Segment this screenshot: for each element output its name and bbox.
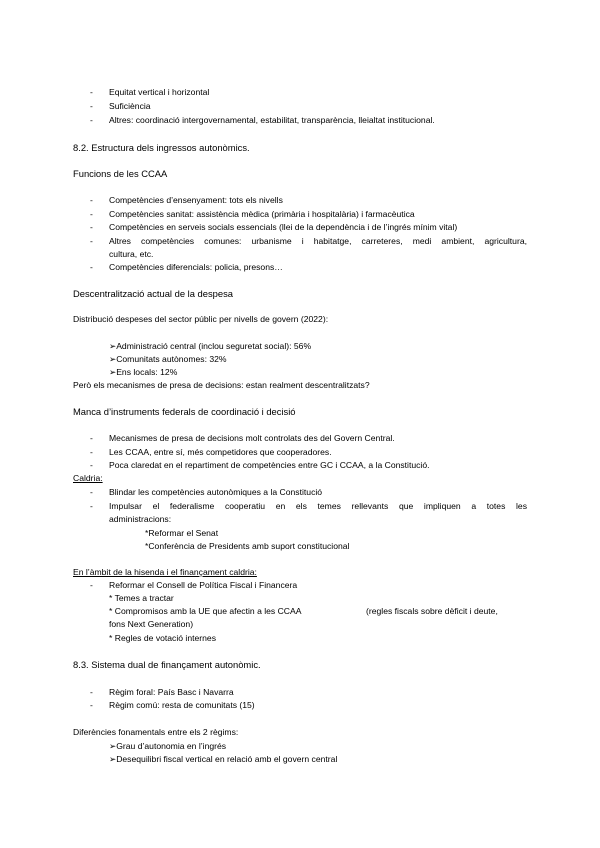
arrow-list-item: ➢Grau d’autonomia en l’ingrés <box>109 741 227 751</box>
caldria-label: Caldria: <box>73 473 103 483</box>
sub-item-continuation: fons Next Generation) <box>109 619 194 629</box>
bullet-dash: - <box>90 209 93 219</box>
bullet-dash: - <box>90 433 93 443</box>
subheading-distribucio: Distribució despeses del sector públic per nivells de govern (2022): <box>73 314 329 324</box>
question-text: Però els mecanismes de presa de decisions: estan realment descentralitzats? <box>73 380 370 390</box>
bullet-dash: - <box>90 580 93 590</box>
bullet-dash: - <box>90 262 93 272</box>
list-item: Reformar el Consell de Política Fiscal i Financera <box>109 580 298 590</box>
section-heading-8-2: 8.2. Estructura dels ingressos autonòmics. <box>73 142 250 153</box>
list-item: Poca claredat en el repartiment de competències entre GC i CCAA, a la Constitució. <box>109 460 430 470</box>
list-item: Altres: coordinació intergovernamental, estabilitat, transparència, lleialtat institucional. <box>109 115 435 125</box>
list-item: Impulsar el federalisme cooperatiu en els temes rellevants que impliquen a totes les <box>109 501 527 511</box>
bullet-dash: - <box>90 501 93 511</box>
list-item: Competències diferencials: policia, presons… <box>109 262 283 272</box>
arrow-list-item: ➢Comunitats autònomes: 32% <box>109 354 227 364</box>
bullet-dash: - <box>90 87 93 97</box>
bullet-dash: - <box>90 115 93 125</box>
bullet-dash: - <box>90 447 93 457</box>
sub-item: *Conferència de Presidents amb suport constitucional <box>145 541 350 551</box>
list-item: Altres competències comunes: urbanisme i habitatge, carreteres, medi ambient, agricultura, <box>109 236 527 246</box>
bullet-dash: - <box>90 236 93 246</box>
bullet-dash: - <box>90 101 93 111</box>
sub-item: (regles fiscals sobre dèficit i deute, <box>366 606 498 616</box>
arrow-list-item: ➢Administració central (inclou seguretat social): 56% <box>109 341 312 351</box>
bullet-dash: - <box>90 460 93 470</box>
bullet-dash: - <box>90 687 93 697</box>
list-item: Mecanismes de presa de decisions molt controlats des del Govern Central. <box>109 433 395 443</box>
bullet-dash: - <box>90 195 93 205</box>
list-item: Règim foral: País Basc i Navarra <box>109 687 234 697</box>
bullet-dash: - <box>90 222 93 232</box>
list-item: Suficiència <box>109 101 151 111</box>
list-item-continuation: administracions: <box>109 514 172 524</box>
list-item: Equitat vertical i horizontal <box>109 87 210 97</box>
list-item: Règim comú: resta de comunitats (15) <box>109 700 255 710</box>
sub-item: * Compromisos amb la UE que afectin a les CCAA <box>109 606 302 616</box>
list-item-continuation: cultura, etc. <box>109 249 154 259</box>
list-item: Competències d’ensenyament: tots els nivells <box>109 195 283 205</box>
list-item: Blindar les competències autonòmiques a la Constitució <box>109 487 323 497</box>
subheading-manca: Manca d’instruments federals de coordinació i decisió <box>73 406 296 417</box>
subheading-diferencies: Diferències fonamentals entre els 2 règims: <box>73 727 239 737</box>
arrow-list-item: ➢Desequilibri fiscal vertical en relació amb el govern central <box>109 754 338 764</box>
sub-item: * Regles de votació internes <box>109 633 217 643</box>
section-heading-8-3: 8.3. Sistema dual de finançament autonòmic. <box>73 659 261 670</box>
bullet-dash: - <box>90 700 93 710</box>
arrow-list-item: ➢Ens locals: 12% <box>109 367 178 377</box>
sub-item: * Temes a tractar <box>109 593 174 603</box>
subheading-hisenda: En l’àmbit de la hisenda i el finançament caldria: <box>73 567 257 577</box>
list-item: Competències sanitat: assistència mèdica (primària i hospitalària) i farmacèutica <box>109 209 415 219</box>
list-item: Les CCAA, entre sí, més competidores que cooperadores. <box>109 447 332 457</box>
list-item: Competències en serveis socials essencials (llei de la dependència i de l’ingrés mínim vital) <box>109 222 458 232</box>
subheading-funcions: Funcions de les CCAA <box>73 168 168 179</box>
sub-item: *Reformar el Senat <box>145 528 219 538</box>
bullet-dash: - <box>90 487 93 497</box>
subheading-descentralitzacio: Descentralització actual de la despesa <box>73 288 233 299</box>
